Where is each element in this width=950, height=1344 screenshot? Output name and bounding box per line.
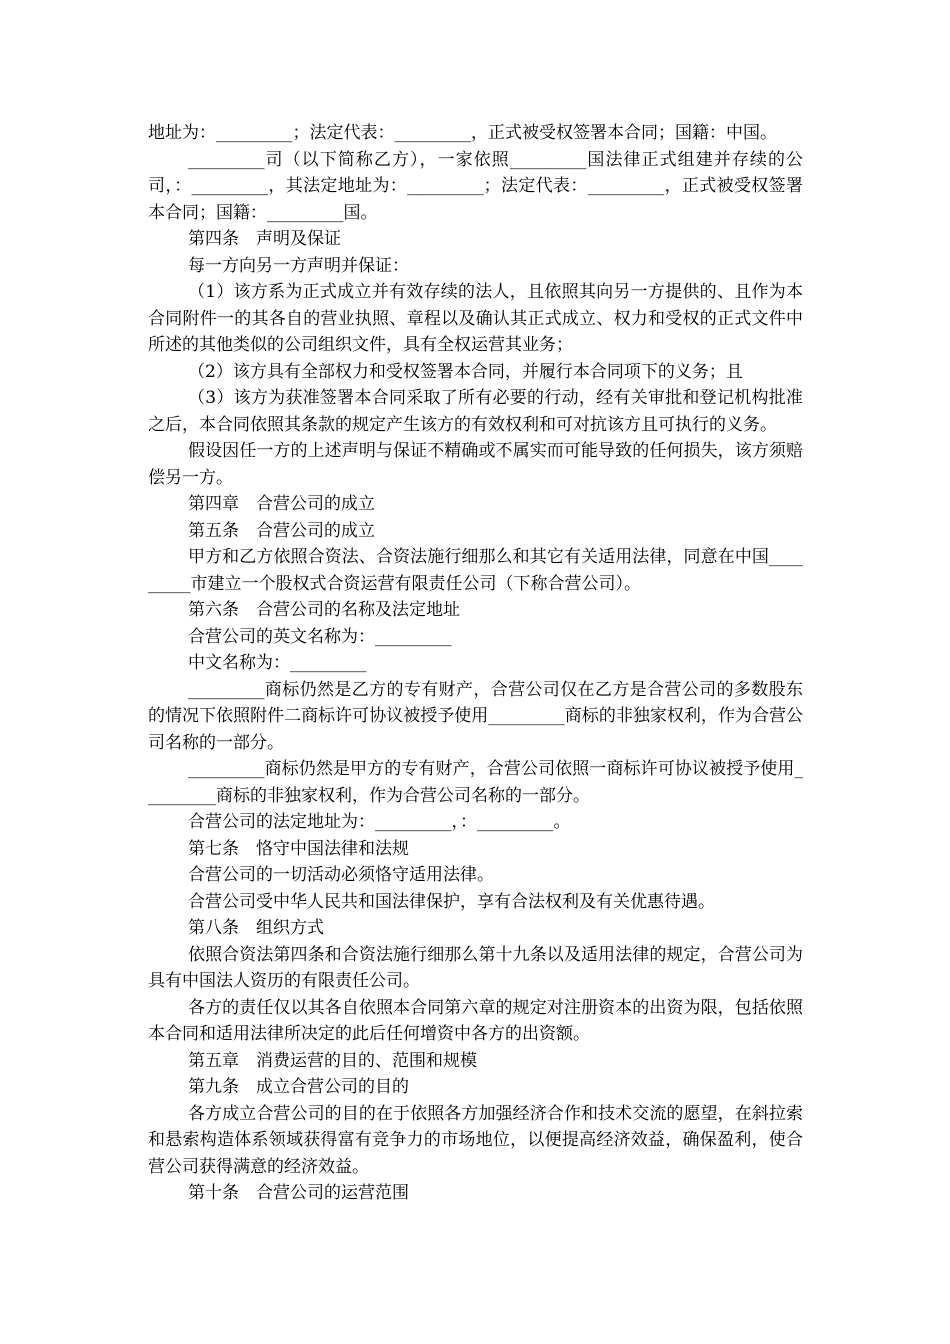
article-heading: 第四条 声明及保证 [188, 229, 341, 249]
article-heading: 第七条 恪守中国法律和法规 [188, 838, 409, 859]
article-heading: 第九条 成立合营公司的目的 [188, 1077, 409, 1097]
paragraph: _________商标仍然是乙方的专有财产，合营公司仅在乙方是合营公司的多数股东的情况下依照附件二商标许可协议被授予使用_________商标的非独家权利，作为合营公司名称的一部分。 [148, 679, 803, 753]
paragraph: _________司（以下简称乙方），一家依照_________国法律正式组建并存续的公司，：_________，其法定地址为：_________；法定代表：_________，正式被受权签署本合同；国籍：_________国。 [148, 149, 803, 223]
list-item: （2）该方具有全部权力和受权签署本合同，并履行本合同项下的义务；且 [188, 361, 743, 382]
list-item: （3）该方为获准签署本合同采取了所有必要的行动，经有关审批和登记机构批准之后，本合同依照其条款的规定产生该方的有效权利和可对抗该方且可执行的义务。 [148, 388, 803, 435]
paragraph: 合营公司的一切活动必须恪守适用法律。 [188, 865, 494, 885]
paragraph: 各方成立合营公司的目的在于依照各方加强经济合作和技术交流的愿望，在斜拉索和悬索构造体系领域获得富有竞争力的市场地位，以便提高经济效益，确保盈利，使合营公司获得满意的经济效益。 [148, 1103, 803, 1177]
list-item: （1）该方系为正式成立并有效存续的法人，且依照其向另一方提供的、且作为本合同附件一的其各自的营业执照、章程以及确认其正式成立、权力和受权的正式文件中所述的其他类似的公司组织文件，具有全权运营其业务； [148, 282, 803, 355]
paragraph: _________商标仍然是甲方的专有财产，合营公司依照一商标许可协议被授予使用_________商标的非独家权利，作为合营公司名称的一部分。 [148, 759, 803, 806]
article-heading: 第十条 合营公司的运营范围 [188, 1183, 409, 1203]
paragraph: 中文名称为：_________ [188, 653, 367, 673]
paragraph: 合营公司的英文名称为：_________ [188, 626, 452, 647]
chapter-heading: 第四章 合营公司的成立 [188, 494, 375, 514]
paragraph: 合营公司受中华人民共和国法律保护，享有合法权利及有关优惠待遇。 [188, 891, 715, 912]
chapter-heading: 第五章 消费运营的目的、范围和规模 [188, 1050, 477, 1071]
paragraph: 每一方向另一方声明并保证： [188, 255, 409, 276]
paragraph: 合营公司的法定地址为：_________，：_________。 [188, 812, 571, 832]
paragraph: 依照合资法第四条和合资法施行细那么第十九条以及适用法律的规定，合营公司为具有中国法人资历的有限责任公司。 [148, 944, 803, 991]
paragraph: 地址为：_________；法定代表：_________，正式被受权签署本合同；国籍：中国。 [148, 123, 777, 143]
paragraph: 甲方和乙方依照合资法、合资法施行细那么和其它有关适用法律，同意在中国_________市建立一个股权式合资运营有限责任公司（下称合营公司）。 [148, 547, 803, 594]
document-body [148, 120, 803, 1207]
article-heading: 第八条 组织方式 [188, 918, 324, 938]
article-heading: 第六条 合营公司的名称及法定地址 [188, 600, 460, 620]
paragraph: 假设因任一方的上述声明与保证不精确或不属实而可能导致的任何损失，该方须赔偿另一方。 [148, 441, 803, 488]
paragraph: 各方的责任仅以其各自依照本合同第六章的规定对注册资本的出资为限，包括依照本合同和适用法律所决定的此后任何增资中各方的出资额。 [148, 997, 803, 1044]
article-heading: 第五条 合营公司的成立 [188, 520, 375, 541]
